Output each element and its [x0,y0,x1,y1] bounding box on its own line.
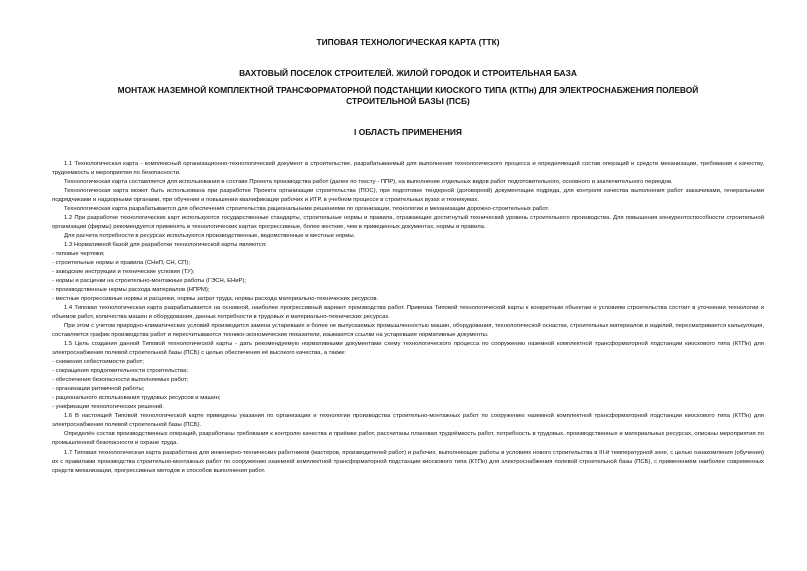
subtitle: ВАХТОВЫЙ ПОСЕЛОК СТРОИТЕЛЕЙ. ЖИЛОЙ ГОРОДОК И СТРОИТЕЛЬНАЯ БАЗА [239,68,577,78]
section-title: I ОБЛАСТЬ ПРИМЕНЕНИЯ [354,127,462,137]
list-item: - унификации технологических решений. [52,404,164,411]
doc-title: ТИПОВАЯ ТЕХНОЛОГИЧЕСКАЯ КАРТА (ТТК) [316,37,500,47]
list-item: - снижения себестоимости работ; [52,359,144,366]
list-item: - организации ритмичной работы; [52,386,145,393]
list-item: - типовые чертежи; [52,251,105,258]
paragraph: 1.2 При разработке технологических карт используются государственные стандарты, строительные нормы и правила, отражающие достигнутый технический уровень строительного производства. Для повышения конкурентоспособности строительной организации (фирмы) рекомендуется применять в технологических картах прогрессивные, более жесткие, чем в приведенных документах, нормы и правила. [52,215,764,231]
paragraph: Определён состав производственных операций, разработаны требования к контролю качества и приёмке работ, рассчитаны плановая трудоёмкость работ, потребность в трудовых, производственных и материальных ресурсах, описаны мероприятия по промышленной безопасности и охране труда. [52,431,764,447]
list-item: - производственные нормы расхода материалов (НПРМ); [52,287,210,294]
list-item: - местные прогрессивные нормы и расценки, нормы затрат труда, нормы расхода материально-технических ресурсов. [52,296,379,303]
list-item: - заводские инструкции и технические условия (ТУ); [52,269,195,276]
list-item: - рационального использования трудовых ресурсов и машин; [52,395,221,402]
paragraph: 1.5 Цель создания данной Типовой технологической карты - дать рекомендуемую нормативными документами схему технологического процесса по сооружению наземной комплектной трансформаторной подстанции киоскового типа (КТПн) для электроснабжения полевой строительной базы (ПСБ) с целью обеспечения её высокого качества, а также: [52,341,764,357]
paragraph: Технологическая карта разрабатывается для обеспечения строительства рациональными решениями по организации, технологии и механизации дорожно-строительных работ. [64,206,550,213]
paragraph: 1.7 Типовая технологическая карта разработана для инженерно-технических работников (мастеров, производителей работ) и рабочих, выполняющих работы в условиях нового строительства в III-й температурной зоне, с целью ознакомления (обучения) их с правилами производства строительно-монтажных работ по сооружению наземной комплектной трансформаторной подстанции киоскового типа (КТПн) для электроснабжения полевой строительной базы (ПСБ), с применением наиболее современных средств механизации, прогрессивных методов и способов выполнения работ. [52,449,764,474]
paragraph: При этом с учетом природно-климатических условий производится замена устаревших и более не выпускаемых промышленностью машин, оборудования, технологической оснастки, строительных материалов и изделий, пересматривается калькуляция, составляется график производства работ и пересчитываются технико-экономические показатели, изымаются ссылки на устаревшие нормативные документы. [52,323,764,339]
paragraph: 1.6 В настоящей Типовой технологической карте приведены указания по организации и технологии производства строительно-монтажных работ по сооружению наземной комплектной трансформаторной подстанции киоскового типа (КТПн) для электроснабжения полевой строительной базы (ПСБ). [52,413,764,429]
list-item: - строительные нормы и правила (СНиП, СН, СП); [52,260,191,267]
list-item: - нормы и расценки на строительно-монтажные работы (ГЭСН, ЕНиР); [52,278,247,285]
paragraph: Для расчета потребности в ресурсах используются производственные, ведомственные и местные нормы. [64,233,356,240]
paragraph: 1.1 Технологическая карта - комплексный организационно-технологический документ в строительстве, разрабатываемый для выполнения технологического процесса и определяющий состав операций и средств механизации, требования к качеству, трудоемкость и мероприятия по безопасности. [52,161,764,177]
body-text [52,160,764,476]
paragraph: Технологическая карта составляется для использования в составе Проекта производства работ (далее по тексту - ППР), на выполнение отдельных видов работ подготовительного, основного и заключительного периодов. [64,179,673,186]
list-item: - сокращения продолжительности строительства; [52,368,188,375]
main-title: МОНТАЖ НАЗЕМНОЙ КОМПЛЕКТНОЙ ТРАНСФОРМАТОРНОЙ ПОДСТАНЦИИ КИОСКОГО ТИПА (КТПн) ДЛЯ ЭЛЕКТРОСНАБЖЕНИЯ ПОЛЕВОЙ СТРОИТЕЛЬНОЙ БАЗЫ (ПСБ) [117,85,699,106]
list-item: - обеспечения безопасности выполняемых работ; [52,377,189,384]
paragraph: 1.3 Нормативной базой для разработки технологической карты являются: [64,242,267,249]
paragraph: 1.4 Типовая технологическая карта разрабатывается на основной, наиболее прогрессивный вариант производства работ. Привязка Типовой технологической карты к конкретным объектам и условиям строительства состоит в уточнении технологии и объемов работ, количества машин и оборудования, данных потребности в трудовых и материально-технических ресурсах. [52,305,764,321]
paragraph: Технологическая карта может быть использована при разработке Проекта организации строительства (ПОС), при подготовке тендерной (договорной) документации подряда, для контроля качества выполнения работ заказчиками, генеральными подрядчиками и надзорными органами, при обучении и повышении квалификации рабочих и ИТР, в учебном процессе в строительных вузах и техникумах. [52,188,764,204]
